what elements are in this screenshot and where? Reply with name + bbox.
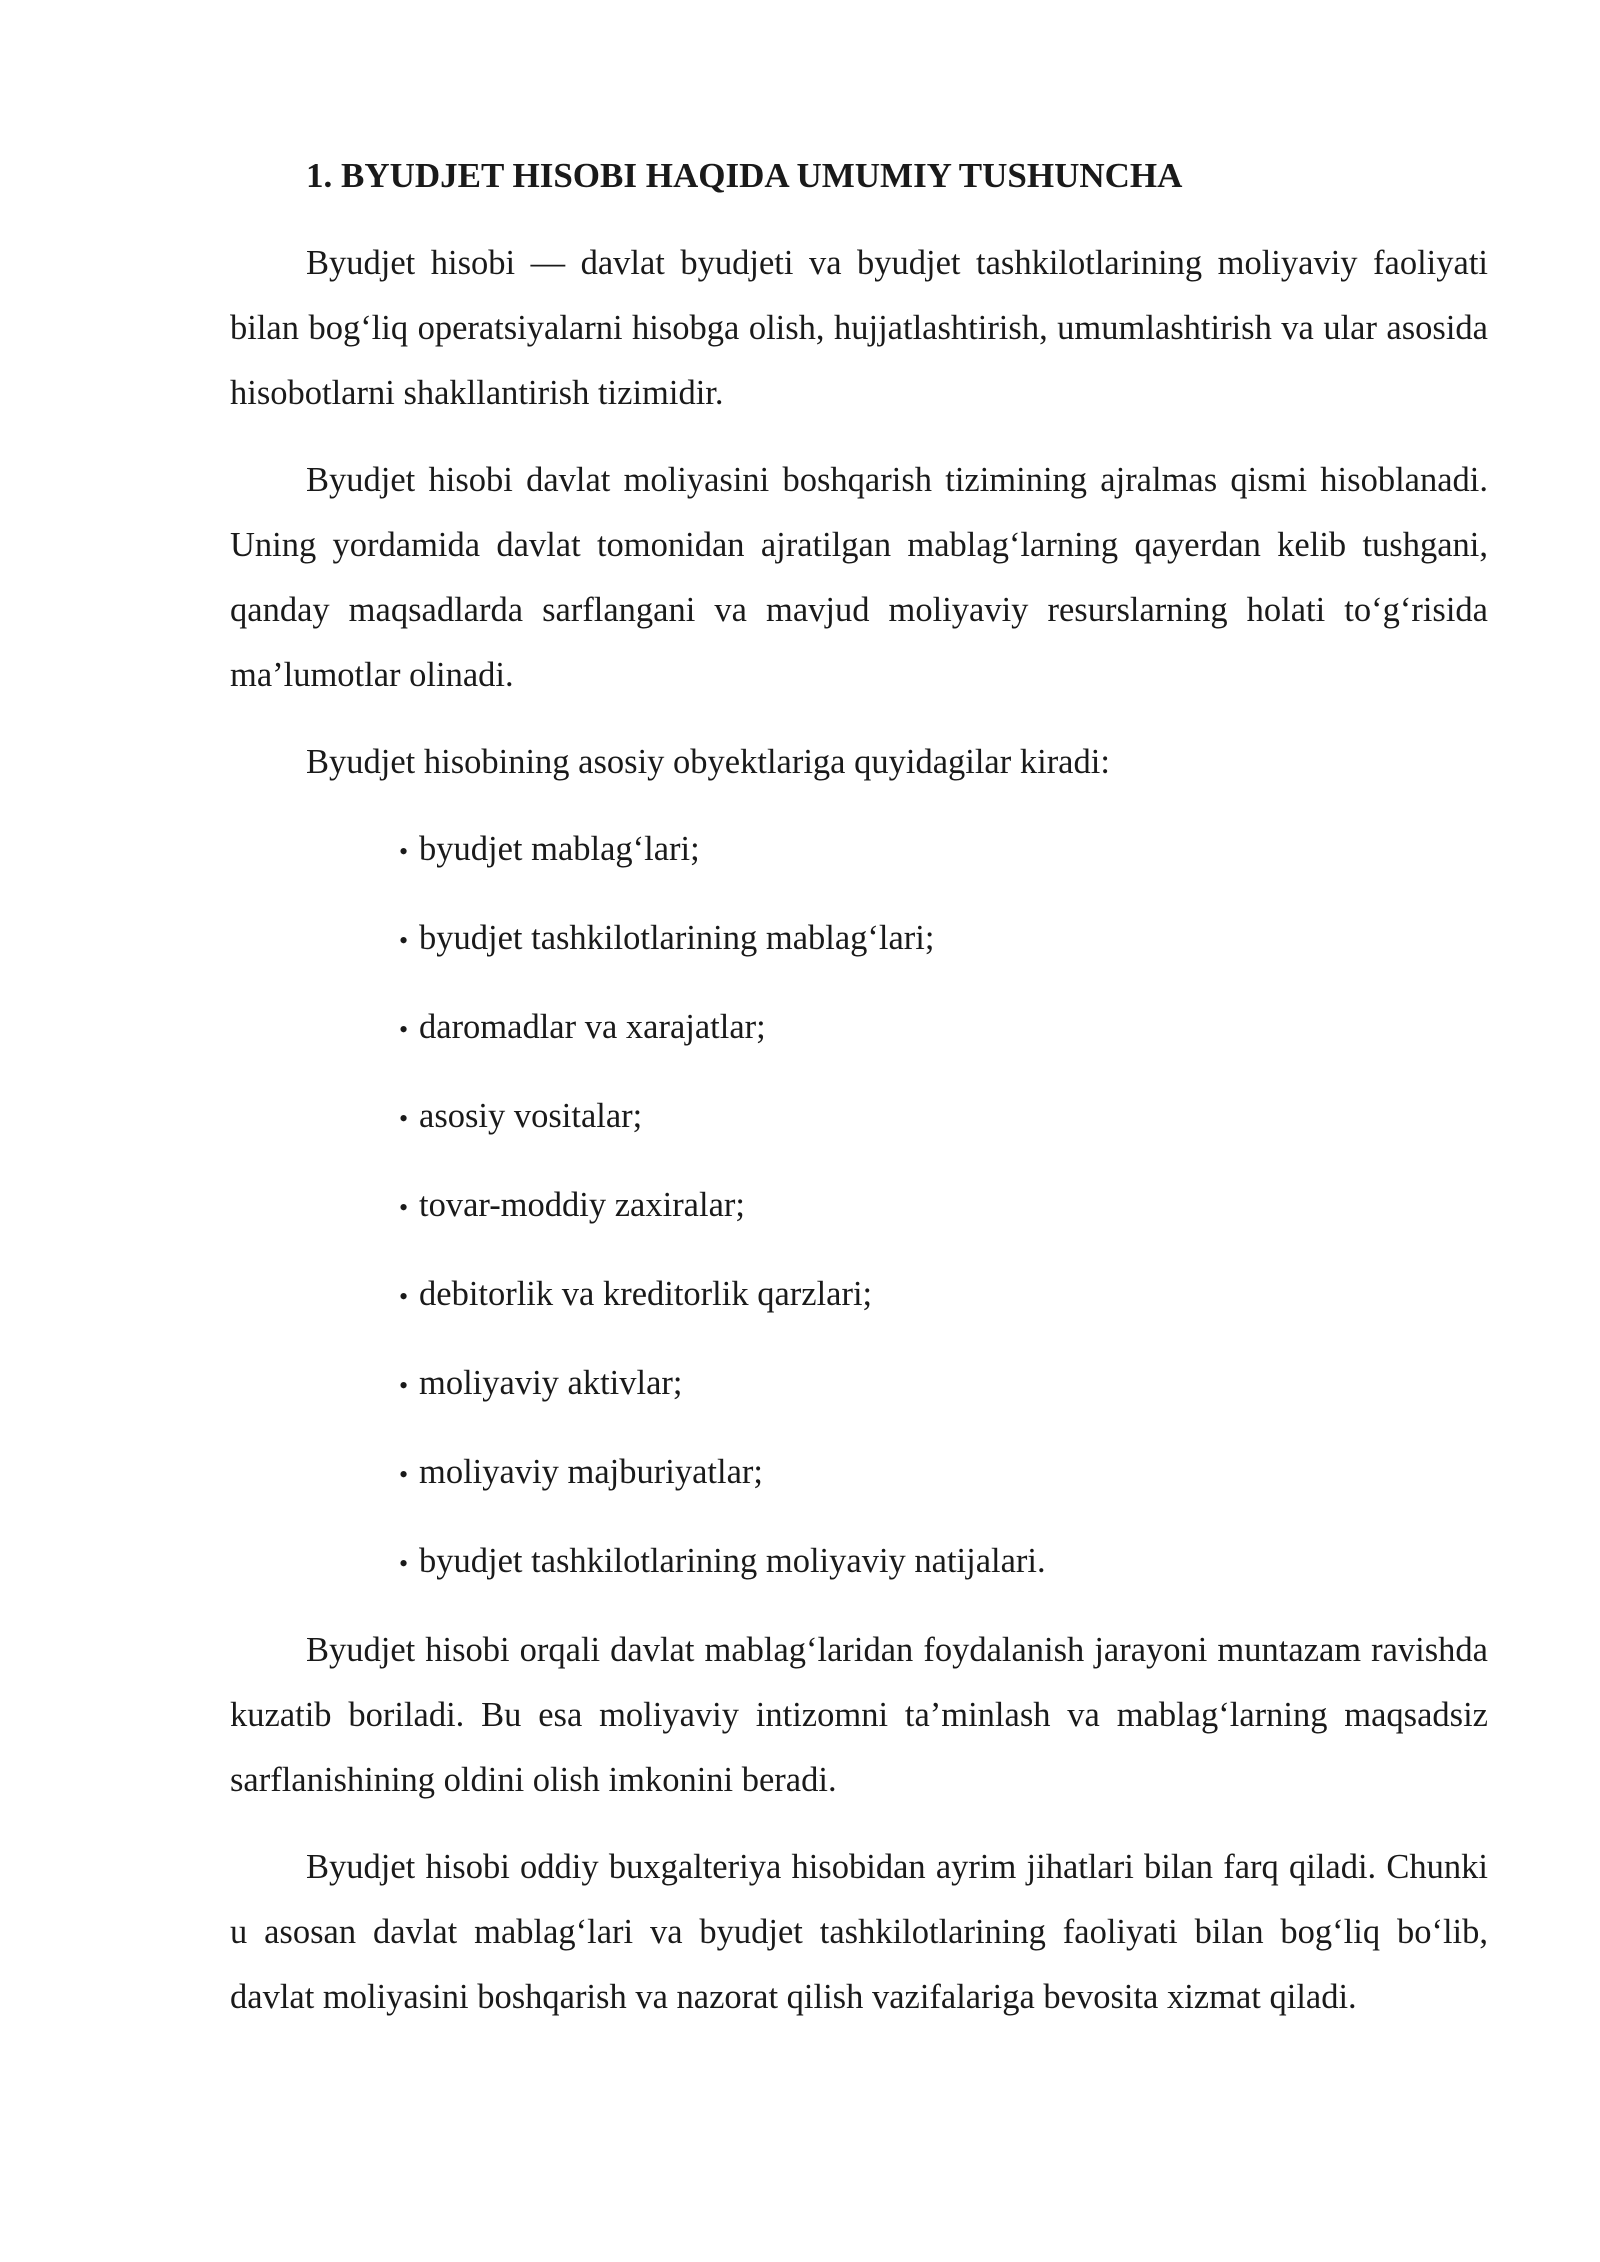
bullet-icon: • bbox=[399, 837, 409, 866]
objects-list bbox=[230, 817, 1488, 1596]
list-item-text: byudjet tashkilotlarining moliyaviy natijalari. bbox=[419, 1542, 1046, 1580]
bullet-icon: • bbox=[399, 1282, 409, 1311]
list-item-text: moliyaviy majburiyatlar; bbox=[419, 1453, 763, 1491]
document-body bbox=[230, 150, 1488, 2030]
paragraph-definition: Byudjet hisobi — davlat byudjeti va byudjet tashkilotlarining moliyaviy faoliyati bilan bog‘liq operatsiyalarni hisobga olish, hujjatlashtirish, umumlashtirish va ular asosida hisobotlarni shakllantirish tizimidir. bbox=[230, 244, 1488, 412]
list-item-text: moliyaviy aktivlar; bbox=[419, 1364, 683, 1402]
paragraph-difference: Byudjet hisobi oddiy buxgalteriya hisobidan ayrim jihatlari bilan farq qiladi. Chunki u asosan davlat mablag‘lari va byudjet tashkilotlarining faoliyati bilan bog‘liq bo‘lib, davlat moliyasini boshqarish va nazorat qilish vazifalariga bevosita xizmat qiladi. bbox=[230, 1848, 1488, 2016]
list-item-text: tovar-moddiy zaxiralar; bbox=[419, 1186, 745, 1224]
bullet-icon: • bbox=[399, 1193, 409, 1222]
paragraph-monitoring: Byudjet hisobi orqali davlat mablag‘laridan foydalanish jarayoni muntazam ravishda kuzatib boriladi. Bu esa moliyaviy intizomni ta’minlash va mablag‘larning maqsadsiz sarflanishining oldini olish imkonini beradi. bbox=[230, 1631, 1488, 1799]
list-item bbox=[399, 906, 1488, 973]
bullet-icon: • bbox=[399, 1015, 409, 1044]
list-item bbox=[399, 995, 1488, 1062]
bullet-icon: • bbox=[399, 926, 409, 955]
paragraph-list-intro: Byudjet hisobining asosiy obyektlariga quyidagilar kiradi: bbox=[306, 743, 1110, 781]
bullet-icon: • bbox=[399, 1460, 409, 1489]
bullet-icon: • bbox=[399, 1549, 409, 1578]
list-item-text: byudjet mablag‘lari; bbox=[419, 830, 700, 868]
list-item bbox=[399, 1084, 1488, 1151]
list-item bbox=[399, 817, 1488, 884]
list-item-text: byudjet tashkilotlarining mablag‘lari; bbox=[419, 919, 935, 957]
list-item bbox=[399, 1529, 1488, 1596]
list-item bbox=[399, 1173, 1488, 1240]
list-item bbox=[399, 1351, 1488, 1418]
list-item-text: asosiy vositalar; bbox=[419, 1097, 643, 1135]
paragraph-role: Byudjet hisobi davlat moliyasini boshqarish tizimining ajralmas qismi hisoblanadi. Uning yordamida davlat tomonidan ajratilgan mablag‘larning qayerdan kelib tushgani, qanday maqsadlarda sarflangani va mavjud moliyaviy resurslarning holati to‘g‘risida ma’lumotlar olinadi. bbox=[230, 461, 1488, 694]
list-item bbox=[399, 1440, 1488, 1507]
list-item-text: daromadlar va xarajatlar; bbox=[419, 1008, 766, 1046]
list-item-text: debitorlik va kreditorlik qarzlari; bbox=[419, 1275, 873, 1313]
bullet-icon: • bbox=[399, 1371, 409, 1400]
bullet-icon: • bbox=[399, 1104, 409, 1133]
section-heading: 1. BYUDJET HISOBI HAQIDA UMUMIY TUSHUNCHA bbox=[306, 156, 1183, 195]
list-item bbox=[399, 1262, 1488, 1329]
